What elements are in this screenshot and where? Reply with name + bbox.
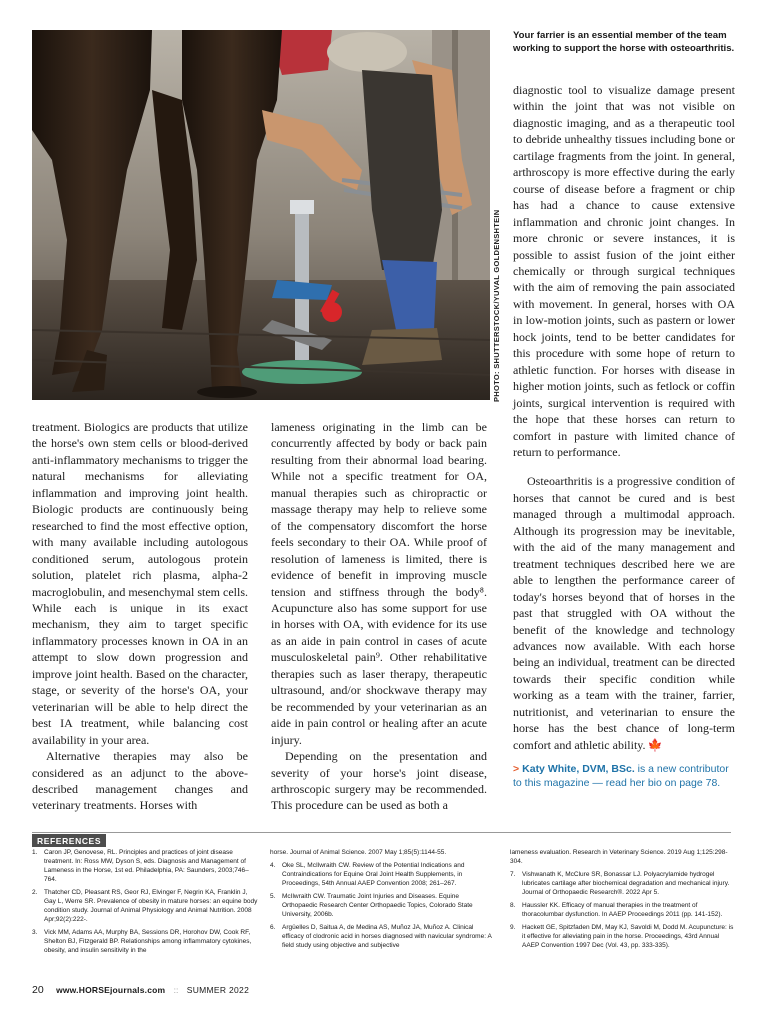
- reference-item: [32, 848, 258, 884]
- paragraph: Depending on the presentation and severity of your horse's joint disease, arthroscopic surgery may be recommended. This procedure can be used as both a: [271, 749, 487, 813]
- farrier-photo-illustration: [32, 30, 490, 400]
- reference-text: Vishwanath K, McClure SR, Bonassar LJ. Polyacrylamide hydrogel lubricates cartilage after biochemical degradation and mechanical injury. Journal of Orthopaedic Research®. 2022 Apr 5.: [522, 871, 730, 896]
- reference-list: [32, 848, 258, 955]
- reference-text: Haussler KK. Efficacy of manual therapies in the treatment of thoracolumbar dysfunction. In AAEP Proceedings 2011 (pp. 141-152).: [522, 902, 723, 918]
- paragraph: treatment. Biologics are products that utilize the horse's own stem cells or blood-derived anti-inflammatory mechanisms to trigger the natural mechanisms for alleviating inflammation and improving joint health. Biologic products are continuously being researched to find the most effective option, with many available including autologous conditioned serum, autologous protein solution, platelet rich plasma, alpha-2 macroglobulin, and mesenchymal stem cells. While each is unique in its exact mechanism, they aim to target specific inflammatory processes known in OA in an attempt to slow down progression and improve joint health. Based on the character, stage, or severity of the horse's OA, your veterinarian will be able to help direct the best IA treatment, while balancing cost availability in your area.: [32, 420, 248, 747]
- reference-number: 1.: [32, 849, 38, 856]
- reference-number: 5.: [270, 893, 276, 900]
- article-column-middle: [271, 419, 487, 814]
- website-link[interactable]: www.HORSEjournals.com: [56, 985, 166, 995]
- reference-list: [510, 848, 736, 950]
- page-footer: [32, 984, 249, 996]
- reference-text: lameness evaluation. Research in Veterinary Science. 2019 Aug 1;125:298-304.: [510, 849, 728, 865]
- reference-number: 7.: [510, 871, 516, 878]
- reference-number: 2.: [32, 889, 38, 896]
- reference-item: [270, 892, 496, 919]
- reference-number: 3.: [32, 929, 38, 936]
- reference-text: Argüelles D, Saitua A, de Medina AS, Muñoz JA, Muñoz A. Clinical efficacy of clodronic acid in horses diagnosed with navicular syndrome: A field study using objective and subjective: [282, 924, 492, 949]
- issue-label: SUMMER 2022: [186, 985, 250, 995]
- reference-text: horse. Journal of Animal Science. 2007 May 1;85(5):1144-55.: [270, 849, 447, 856]
- reference-text: Vick MM, Adams AA, Murphy BA, Sessions DR, Horohov DW, Cook RF, Shelton BJ, Fitzgerald BP. Relationships among inflammatory cytokines, obesity, and insulin sensitivity in the: [44, 929, 252, 954]
- paragraph: lameness originating in the limb can be concurrently affected by body or back pain resulting from their abnormal load bearing. While not a specific treatment for OA, manual therapies such as chiropractic or massage therapy may help to relieve some of the compensatory discomfort the horse feels secondary to their OA. While proof of resolution of lameness is limited, there is evidence of benefit in improving muscle tension and stiffness through the body⁸. Acupuncture also has some support for use in horses with OA, with evidence for its use as an aide in pain control in cases of acute musculoskeletal pain⁹. Other rehabilitative therapies such as laser therapy, therapeutic ultrasound, and/or shockwave therapy may be recommended by your veterinarian as an aide in pain control or healing after an acute injury.: [271, 420, 487, 747]
- maple-leaf-icon: 🍁: [647, 737, 663, 752]
- reference-text: Thatcher CD, Pleasant RS, Geor RJ, Elvinger F, Negrin KA, Franklin J, Gay L, Werre SR. Prevalence of obesity in mature horses: an equine body condition study. Journal of Animal Physiology and Animal Nutrition. 2008 Apr;92(2):222-.: [44, 889, 258, 923]
- reference-number: 9.: [510, 924, 516, 931]
- reference-item: [270, 848, 496, 857]
- reference-number: 8.: [510, 902, 516, 909]
- reference-item: [32, 888, 258, 924]
- reference-text: Caron JP, Genovese, RL. Principles and practices of joint disease treatment. In: Ross MW, Dyson S, eds. Diagnosis and Management of Lameness in the Horse, 1st ed. Philadelphia, PA: Saunders, 2003;746–764.: [44, 849, 249, 883]
- references-heading: REFERENCES: [32, 834, 106, 847]
- reference-item: [510, 848, 736, 866]
- reference-list: [270, 848, 496, 950]
- reference-text: Hackett GE, Spitzfaden DM, May KJ, Savoldi M, Dodd M. Acupuncture: is it effective for alleviating pain in the horse. Proceedings, 43rd Annual AAEP Convention 1997 Dec (Vol. 43, pp. 333-335).: [522, 924, 734, 949]
- author-bio-text: is a new contributor to this magazine — read her bio on page 78.: [513, 763, 729, 790]
- author-bio: [513, 762, 735, 790]
- reference-item: [510, 901, 736, 919]
- footer-separator: ::: [173, 985, 179, 995]
- references-divider: [32, 832, 731, 833]
- references-column-1: [32, 848, 258, 959]
- reference-item: [510, 923, 736, 950]
- page-number: 20: [32, 984, 44, 996]
- paragraph: Alternative therapies may also be considered as an adjunct to the above-described management changes and veterinary treatments. Horses with: [32, 749, 248, 813]
- paragraph-text: Osteoarthritis is a progressive condition of horses that cannot be cured and is best managed through a multimodal approach. Although its progression may be inevitable, with the aid of the many management and treatment techniques described here we are able to lengthen the performance career of today's horses beyond that of horses in the past that struggled with OA without the benefit of the knowledge and technology advances now available. With each horse being an individual, treatment can be directed towards their specific condition while working as a team with the trainer, farrier, nutritionist, and veterinarian to ensure the horse has the best chance of long-term comfort and athletic ability.: [513, 474, 735, 752]
- references-column-3: [510, 848, 736, 954]
- article-photo: [32, 30, 490, 400]
- photo-caption: Your farrier is an essential member of the team working to support the horse with osteoarthritis.: [513, 30, 735, 54]
- reference-item: [32, 928, 258, 955]
- reference-number: 6.: [270, 924, 276, 931]
- reference-number: 4.: [270, 862, 276, 869]
- arrow-icon: >: [513, 763, 520, 776]
- reference-item: [270, 861, 496, 888]
- author-name: Katy White, DVM, BSc.: [522, 763, 635, 776]
- article-column-right: [513, 82, 735, 790]
- paragraph-conclusion: [513, 473, 735, 753]
- paragraph: diagnostic tool to visualize damage present within the joint that was not visible on diagnostic imaging, and as a therapeutic tool to debride unhealthy tissues including bone or cartilage fragments from the joint. In general, arthroscopy is more effective during the early course of disease before a fragment or chip has had a chance to cause extensive inflammation and chronic joint changes. In more chronic or severe instances, it is possible to assist fusion of the joint either chemically or through surgical techniques with the aim of removing the pain associated with movement. In general, horses with OA in low-motion joints, such as pastern or lower hock joints, tend to be better candidates for this procedure with some hope of return to athletic function. For horses with disease in higher motion joints, such as fetlock or coffin joints, surgical intervention is required with the hope that these horses can return to comfort in pasture with limited chance of return to performance.: [513, 83, 735, 459]
- photo-credit-text: PHOTO: SHUTTERSTOCK/YUVAL GOLDENSHTEIN: [492, 209, 501, 402]
- reference-item: [270, 923, 496, 950]
- reference-item: [510, 870, 736, 897]
- reference-text: McIlwraith CW. Traumatic Joint Injuries and Diseases. Equine Orthopaedic Research Center Orthopaedic Topics, Colorado State University, 2006b.: [282, 893, 473, 918]
- article-column-left: [32, 419, 248, 814]
- photo-credit: [489, 209, 507, 402]
- references-column-2: [270, 848, 496, 954]
- reference-text: Oke SL, McIlwraith CW. Review of the Potential Indications and Contraindications for Equine Oral Joint Health Supplements, in Proceedings, 54th Annual AAEP Convention 2008; 261–267.: [282, 862, 465, 887]
